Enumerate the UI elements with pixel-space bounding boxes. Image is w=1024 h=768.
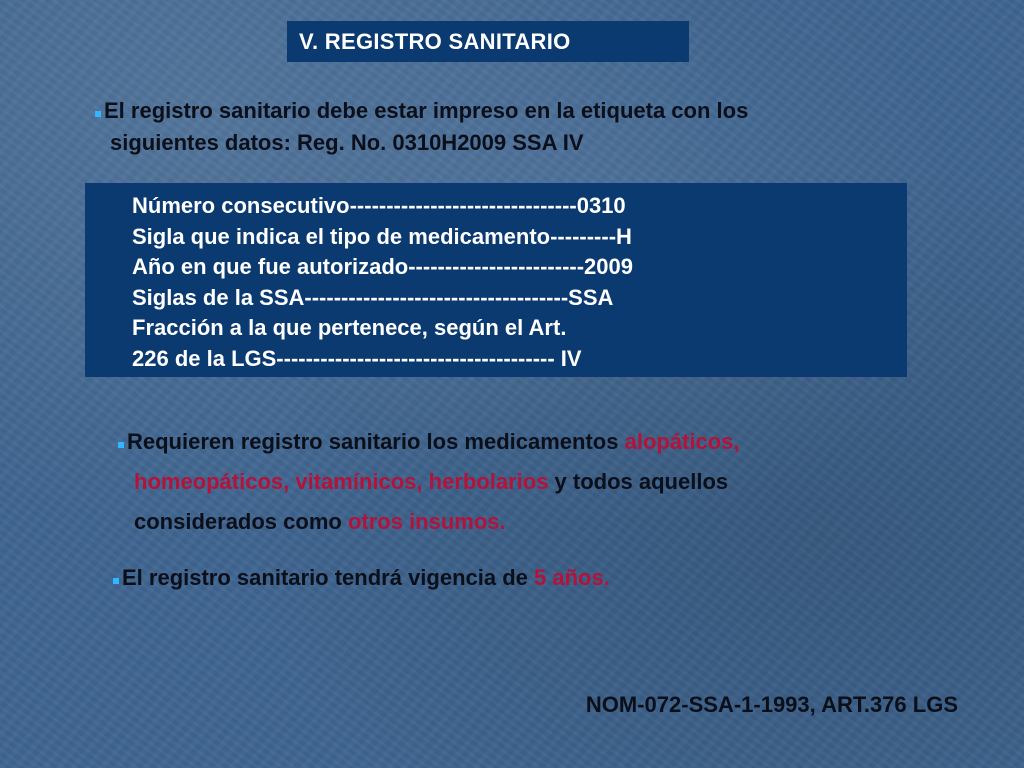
bullet-requieren-registro [118, 422, 918, 542]
breakdown-row-lgs: 226 de la LGS-------------------------------------- IV [132, 345, 582, 371]
bullet-vigencia [113, 560, 913, 596]
breakdown-row-siglas-ssa: Siglas de la SSA------------------------------------SSA [132, 284, 614, 310]
bullet1-line2: siguientes datos: Reg. No. 0310H2009 SSA IV [110, 130, 584, 155]
breakdown-row-sigla: Sigla que indica el tipo de medicamento---------H [132, 223, 632, 249]
bullet-square-icon [113, 578, 119, 584]
footer-reference: NOM-072-SSA-1-1993, ART.376 LGS [585, 692, 958, 717]
title-box [287, 21, 689, 62]
bullet3-text: El registro sanitario tendrá vigencia de [122, 565, 535, 590]
registro-breakdown-box [85, 183, 907, 377]
bullet2-highlight1: alopáticos, [624, 429, 740, 454]
bullet-registro-etiqueta [95, 95, 925, 159]
breakdown-row-fraccion: Fracción a la que pertenece, según el Art. [132, 315, 567, 340]
bullet2-highlight2: homeopáticos, vitamínicos, herbolarios [134, 469, 549, 494]
bullet1-line1: El registro sanitario debe estar impreso en la etiqueta con los [104, 98, 749, 123]
bullet2-text3: considerados como [134, 509, 348, 534]
breakdown-row-consecutivo: Número consecutivo-------------------------------0310 [132, 193, 626, 218]
bullet-square-icon [118, 442, 124, 448]
breakdown-row-anio: Año en que fue autorizado------------------------2009 [132, 254, 633, 279]
bullet2-text2: y todos aquellos [548, 469, 729, 494]
bullet-square-icon [95, 111, 101, 117]
bullet2-text1: Requieren registro sanitario los medicamentos [127, 429, 625, 454]
bullet2-highlight3: otros insumos. [347, 509, 506, 534]
bullet2-line2 [118, 462, 918, 502]
bullet2-line3 [118, 502, 918, 542]
bullet3-highlight: 5 años. [534, 565, 610, 590]
slide-title: V. REGISTRO SANITARIO [299, 28, 571, 54]
